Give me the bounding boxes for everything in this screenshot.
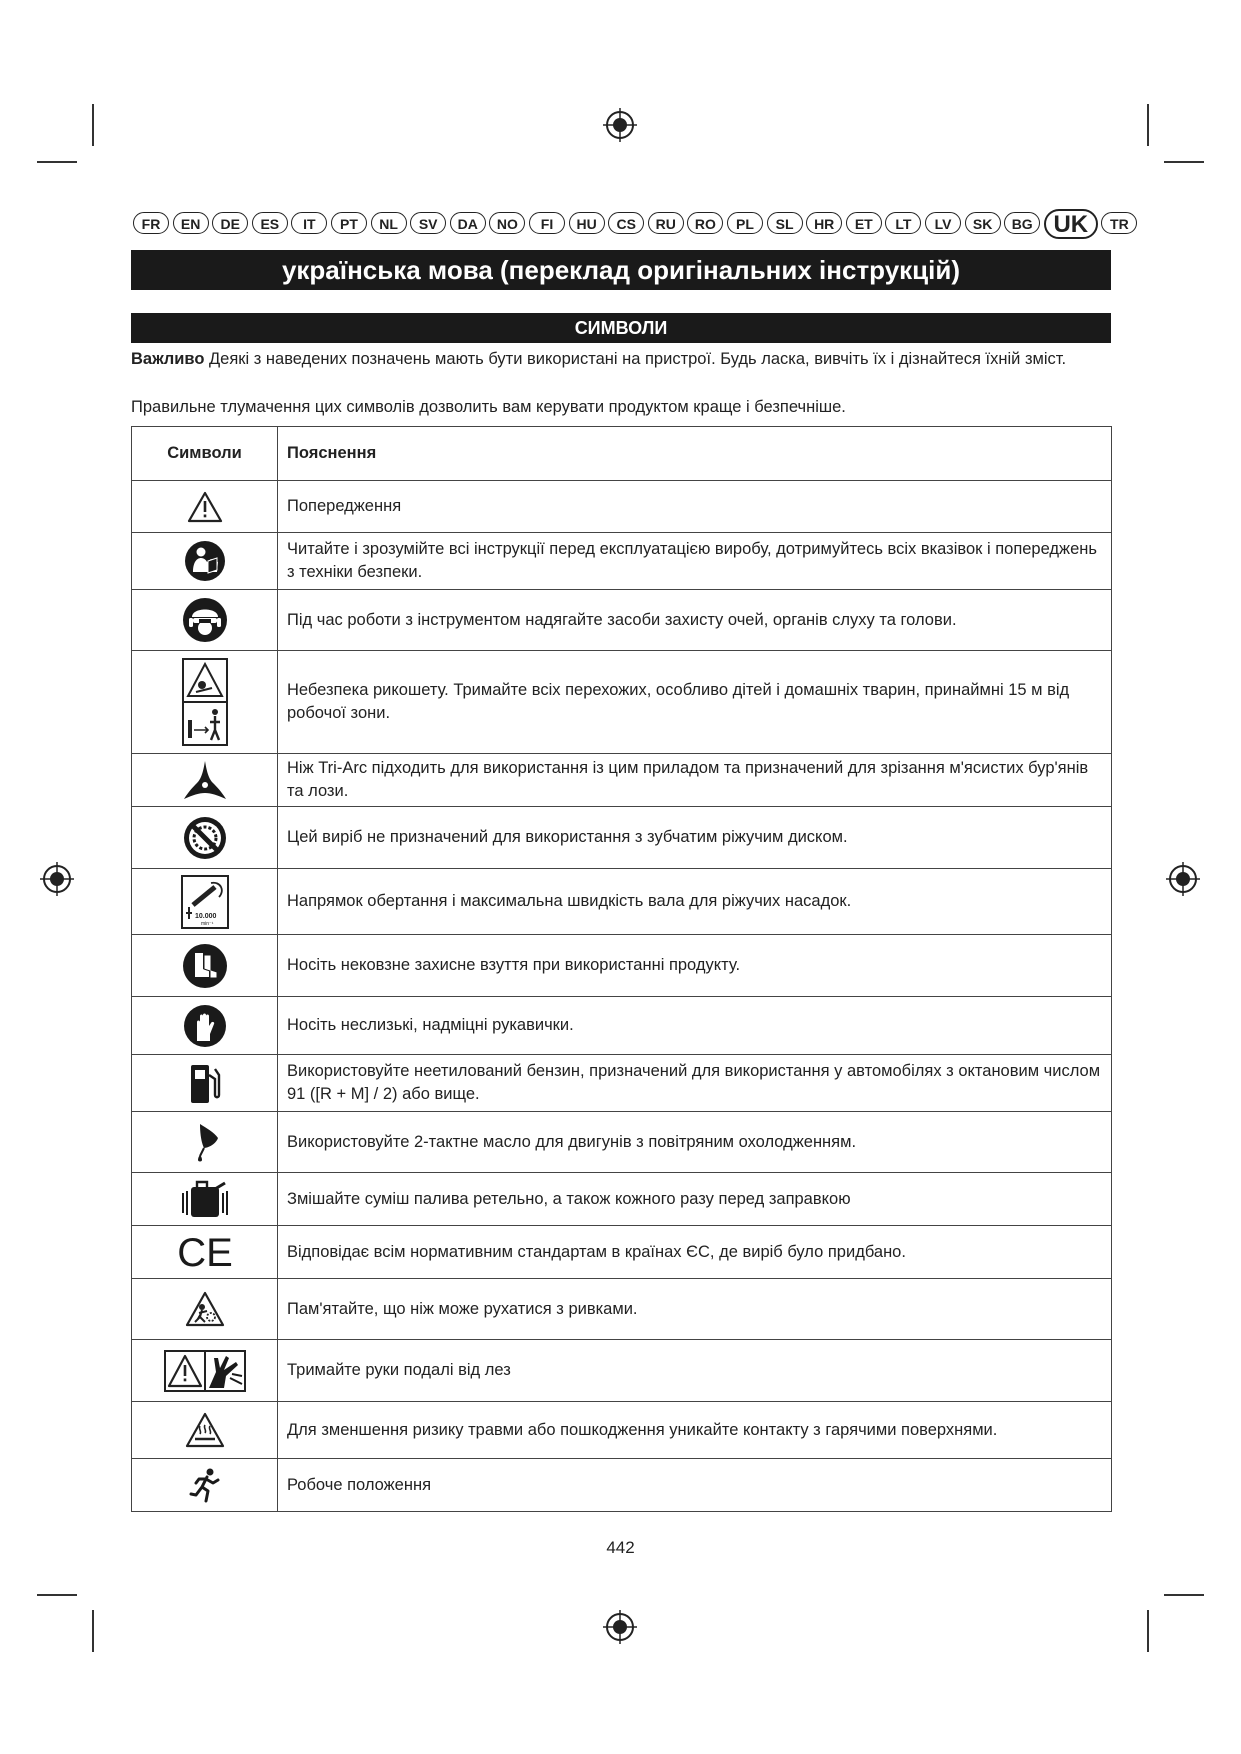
table-row — [132, 533, 1112, 590]
symbol-cell — [132, 1279, 278, 1340]
ce-mark-icon — [177, 1233, 233, 1271]
symbol-cell — [132, 533, 278, 590]
symbol-description: Змішайте суміш палива ретельно, а також кожного разу перед заправкою — [278, 1173, 1112, 1226]
rotation-speed-icon — [181, 875, 229, 929]
symbol-description: Ніж Tri-Arc підходить для використання із цим приладом та призначений для зрізання м'ясистих бур'янів та лози. — [278, 754, 1112, 807]
symbol-cell — [132, 869, 278, 935]
registration-mark-bottom-icon — [603, 1610, 637, 1644]
crop-mark-bottom-right-v — [1147, 1610, 1149, 1652]
symbol-description: Попередження — [278, 481, 1112, 533]
language-en-badge: EN — [173, 212, 209, 234]
symbol-cell — [132, 651, 278, 754]
registration-mark-top-icon — [603, 108, 637, 142]
symbol-cell — [132, 1112, 278, 1173]
table-row — [132, 651, 1112, 754]
safety-boots-icon — [182, 943, 228, 989]
table-row — [132, 1173, 1112, 1226]
language-bar — [133, 209, 1129, 239]
crop-mark-top-left-v — [92, 104, 94, 146]
table-row — [132, 1459, 1112, 1512]
important-label: Важливо — [131, 350, 205, 368]
symbol-description: Носіть неслизькі, надміцні рукавички. — [278, 997, 1112, 1055]
table-row — [132, 997, 1112, 1055]
language-lt-badge: LT — [885, 212, 921, 234]
table-row — [132, 590, 1112, 651]
table-row — [132, 1340, 1112, 1402]
language-nl-badge: NL — [371, 212, 407, 234]
symbol-description: Небезпека рикошету. Тримайте всіх перехожих, особливо дітей і домашніх тварин, принаймні 15 м від робочої зони. — [278, 651, 1112, 754]
warning-triangle-icon — [187, 491, 223, 523]
symbol-cell — [132, 935, 278, 997]
language-uk-badge: UK — [1044, 209, 1098, 239]
language-ro-badge: RO — [687, 212, 723, 234]
crop-mark-bottom-left-h — [37, 1594, 77, 1596]
table-row — [132, 869, 1112, 935]
symbol-description: Під час роботи з інструментом надягайте засоби захисту очей, органів слуху та голови. — [278, 590, 1112, 651]
language-pt-badge: PT — [331, 212, 367, 234]
symbol-cell — [132, 1226, 278, 1279]
crop-mark-bottom-left-v — [92, 1610, 94, 1652]
language-hr-badge: HR — [806, 212, 842, 234]
language-fr-badge: FR — [133, 212, 169, 234]
symbol-description: Використовуйте 2-тактне масло для двигунів з повітряним охолодженням. — [278, 1112, 1112, 1173]
no-toothed-disc-icon — [183, 816, 227, 860]
language-et-badge: ET — [846, 212, 882, 234]
language-sv-badge: SV — [410, 212, 446, 234]
table-row — [132, 1226, 1112, 1279]
important-note — [131, 350, 1113, 369]
language-bg-badge: BG — [1004, 212, 1040, 234]
symbol-description: Для зменшення ризику травми або пошкодження уникайте контакту з гарячими поверхнями. — [278, 1402, 1112, 1459]
crop-mark-bottom-right-h — [1164, 1594, 1204, 1596]
header-explanation: Пояснення — [278, 427, 1112, 481]
language-cs-badge: CS — [608, 212, 644, 234]
speed-value-label: 10.000 — [194, 912, 216, 920]
language-it-badge: IT — [291, 212, 327, 234]
blade-thrust-icon — [185, 1291, 225, 1327]
table-header-row — [132, 427, 1112, 481]
language-pl-badge: PL — [727, 212, 763, 234]
keep-hands-away-icon — [164, 1350, 246, 1392]
registration-mark-right-icon — [1166, 862, 1200, 896]
symbol-description: Напрямок обертання і максимальна швидкість вала для ріжучих насадок. — [278, 869, 1112, 935]
gloves-icon — [183, 1004, 227, 1048]
symbol-cell — [132, 1402, 278, 1459]
language-lv-badge: LV — [925, 212, 961, 234]
symbol-description: Робоче положення — [278, 1459, 1112, 1512]
ce-mark-label: CE — [176, 1233, 233, 1271]
symbol-description: Використовуйте неетилований бензин, призначений для використання у автомобілях з октановим числом 91 ([R + M] / 2) або вище. — [278, 1055, 1112, 1112]
table-row — [132, 1279, 1112, 1340]
protective-gear-icon — [182, 597, 228, 643]
symbol-cell — [132, 997, 278, 1055]
fuel-mix-icon — [177, 1179, 233, 1219]
language-hu-badge: HU — [569, 212, 605, 234]
language-sl-badge: SL — [767, 212, 803, 234]
symbol-description: Пам'ятайте, що ніж може рухатися з ривками. — [278, 1279, 1112, 1340]
symbol-cell — [132, 1173, 278, 1226]
table-row — [132, 1402, 1112, 1459]
language-ru-badge: RU — [648, 212, 684, 234]
language-no-badge: NO — [489, 212, 525, 234]
symbols-table — [131, 426, 1112, 1512]
fuel-pump-icon — [188, 1061, 222, 1105]
symbol-cell — [132, 807, 278, 869]
speed-unit-label: min⁻¹ — [200, 920, 213, 927]
language-tr-badge: TR — [1101, 212, 1137, 234]
language-es-badge: ES — [252, 212, 288, 234]
symbol-description: Читайте і зрозумійте всі інструкції перед експлуатацією виробу, дотримуйтесь всіх вказівок і попереджень з техніки безпеки. — [278, 533, 1112, 590]
symbol-cell — [132, 481, 278, 533]
symbol-description: Носіть нековзне захисне взуття при використанні продукту. — [278, 935, 1112, 997]
table-row — [132, 481, 1112, 533]
symbol-cell — [132, 1055, 278, 1112]
symbol-cell — [132, 754, 278, 807]
crop-mark-top-left-h — [37, 161, 77, 163]
important-text: Деякі з наведених позначень мають бути використані на пристрої. Будь ласка, вивчіть їх і дізнайтеся їхній зміст. — [204, 350, 1067, 368]
language-sk-badge: SK — [965, 212, 1001, 234]
language-de-badge: DE — [212, 212, 248, 234]
symbol-cell — [132, 590, 278, 651]
oil-drop-icon — [188, 1118, 222, 1166]
table-row — [132, 807, 1112, 869]
running-person-icon — [188, 1467, 222, 1503]
ricochet-distance-icon — [182, 658, 228, 746]
section-title: СИМВОЛИ — [131, 313, 1111, 343]
page-title: українська мова (переклад оригінальних інструкцій) — [131, 250, 1111, 290]
read-manual-icon — [184, 540, 226, 582]
hot-surface-icon — [185, 1412, 225, 1448]
language-fi-badge: FI — [529, 212, 565, 234]
table-row — [132, 935, 1112, 997]
intro-text: Правильне тлумачення цих символів дозволить вам керувати продуктом краще і безпечніше. — [131, 398, 846, 416]
header-symbols: Символи — [132, 427, 278, 481]
crop-mark-top-right-v — [1147, 104, 1149, 146]
symbol-description: Цей виріб не призначений для використання з зубчатим ріжучим диском. — [278, 807, 1112, 869]
page-number: 442 — [606, 1538, 635, 1557]
tri-arc-blade-icon — [183, 759, 227, 801]
table-row — [132, 754, 1112, 807]
symbol-cell — [132, 1459, 278, 1512]
language-da-badge: DA — [450, 212, 486, 234]
registration-mark-left-icon — [40, 862, 74, 896]
table-row — [132, 1055, 1112, 1112]
symbol-cell — [132, 1340, 278, 1402]
table-row — [132, 1112, 1112, 1173]
symbol-description: Тримайте руки подалі від лез — [278, 1340, 1112, 1402]
crop-mark-top-right-h — [1164, 161, 1204, 163]
symbol-description: Відповідає всім нормативним стандартам в країнах ЄС, де виріб було придбано. — [278, 1226, 1112, 1279]
